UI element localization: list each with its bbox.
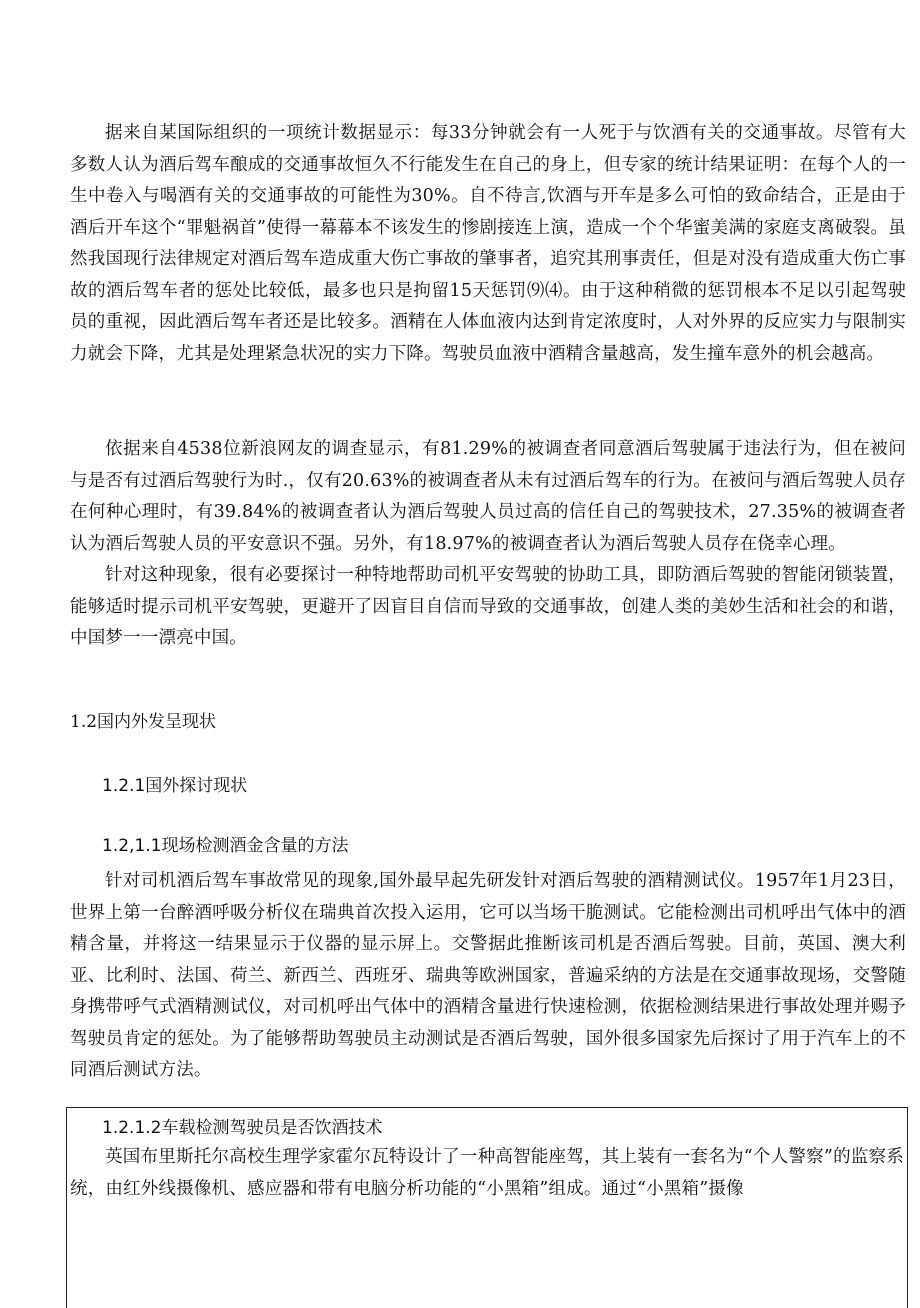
heading-text: 车载检测驾驶员是否饮酒技术 (161, 1118, 383, 1138)
section-heading-1-2 (70, 710, 216, 734)
paragraph-sina-survey: 依据来自4538位新浪网友的调查显示，有81.29%的被调查者同意酒后驾驶属于违法行为，但在被问与是否有过酒后驾驶行为时.，仅有20.63%的被调查者从未有过酒后驾车的行为。在被问与酒后驾驶人员存在何种心理时，有39.84%的被调查者认为酒后驾驶人员过高的信任自己的驾驶技术，27.35%的被调查者认为酒后驾驶人员的平安意识不强。另外，有18.97%的被调查者认为酒后驾驶人员存在侥幸心理。 (70, 439, 906, 554)
section-heading-1-2-1-2 (102, 1116, 382, 1140)
section-heading-1-2-text: 1.2国内外发呈现状 (70, 712, 217, 732)
heading-number: 1.2.1.2 (102, 1118, 162, 1138)
paragraph-breathalyzer-history: 针对司机酒后驾车事故常见的现象,国外最早起先研发针对酒后驾驶的酒精测试仪。1957年1月23日，世界上第一台醉酒呼吸分析仪在瑞典首次投入运用，它可以当场干脆测试。它能检测出司机呼出气体中的酒精含量，并将这一结果显示于仪器的显示屏上。交警据此推断该司机是否酒后驾驶。目前，英国、澳大利亚、比利时、法国、荷兰、新西兰、西班牙、瑞典等欧洲国家，普遍采纳的方法是在交通事故现场，交警随身携带呼气式酒精测试仪，对司机呼出气体中的酒精含量进行快速检测，依据检测结果进行事故处理并赐予驾驶员肯定的惩处。为了能够帮助驾驶员主动测试是否酒后驾驶，国外很多国家先后探讨了用于汽车上的不同酒后测试方法。 (70, 871, 906, 1080)
paragraph-drunk-driving-statistics: 据来自某国际组织的一项统计数据显示：每33分钟就会有一人死于与饮酒有关的交通事故。尽管有大多数人认为酒后驾车酿成的交通事故恒久不行能发生在自己的身上，但专家的统计结果证明：在每个人的一生中卷入与喝酒有关的交通事故的可能性为30%。自不待言,饮酒与开车是多么可怕的致命结合，正是由于酒后开车这个“罪魁祸首”使得一幕幕本不该发生的惨剧接连上演，造成一个个华蜜美满的家庭支离破裂。虽然我国现行法律规定对酒后驾车造成重大伤亡事故的肇事者，追究其刑事责任，但是对没有造成重大伤亡事故的酒后驾车者的惩处比较低，最多也只是拘留15天惩罚⑼⑷。由于这种稍微的惩罚根本不足以引起驾驶员的重视，因此酒后驾车者还是比较多。酒精在人体血液内达到肯定浓度时，人对外界的反应实力与限制实力就会下降，尤其是处理紧急状况的实力下降。驾驶员血液中酒精含量越高，发生撞车意外的机会越高。 (70, 123, 906, 364)
heading-text: 现场检测酒金含量的方法 (161, 836, 349, 856)
paragraph-smart-lock-proposal: 针对这种现象，很有必要探讨一种特地帮助司机平安驾驶的协助工具，即防酒后驾驶的智能闭锁装置，能够适时提示司机平安驾驶，更避开了因盲目自信而导致的交通事故，创建人类的美妙生活和社会的和谐，中国梦一一漂亮中国。 (70, 565, 906, 648)
section-heading-1-2-1 (102, 774, 247, 798)
heading-number: 1.2,1.1 (102, 836, 162, 856)
section-heading-1-2-1-1 (102, 834, 348, 858)
heading-text: 国外探讨现状 (145, 776, 248, 796)
heading-number: 1.2.1 (102, 776, 146, 796)
paragraph-smart-seat-system: 英国布里斯托尔高校生理学家霍尔瓦特设计了一种高智能座驾，其上装有一套名为“个人警察”的监察系统，由红外线摄像机、感应器和带有电脑分析功能的“小黑箱”组成。通过“小黑箱”摄像 (70, 1147, 904, 1199)
